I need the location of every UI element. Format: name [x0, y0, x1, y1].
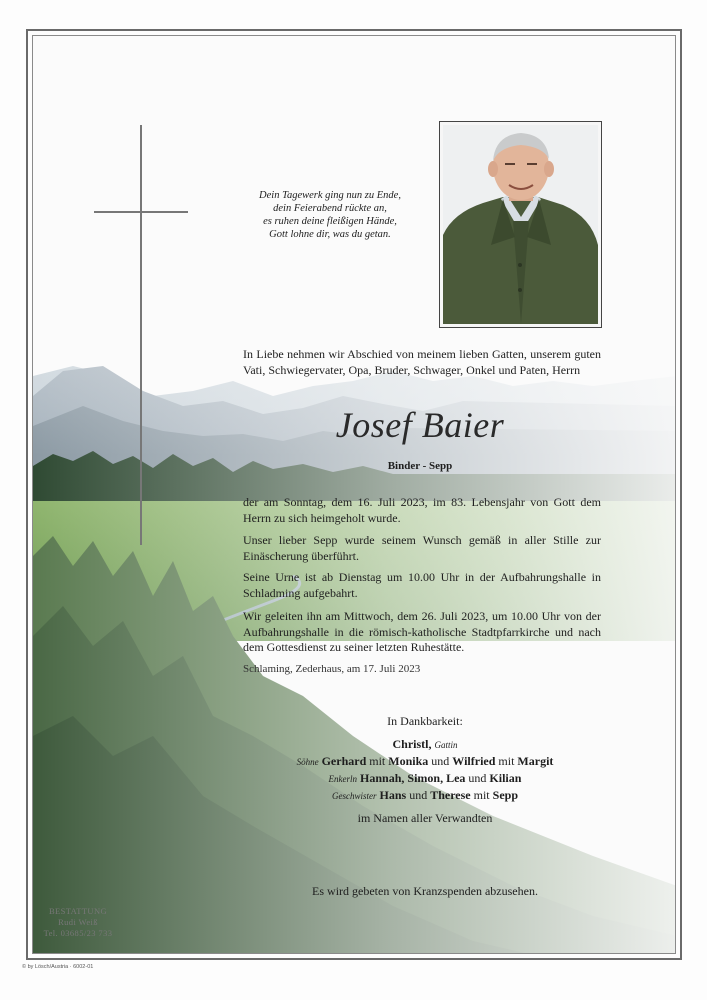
grandchild-name: Kilian — [489, 771, 522, 785]
copyright-notice: © by Lösch/Austria · 6002-01 — [22, 964, 94, 970]
funeral-home-stamp — [38, 906, 118, 939]
son-name: Wilfried — [452, 754, 496, 768]
deceased-name: Josef Baier — [335, 405, 505, 445]
connector-word: und — [431, 754, 450, 768]
sibling-spouse-name: Sepp — [492, 788, 518, 802]
poem-line: Gott lohne dir, was du getan. — [269, 229, 391, 240]
funeral-home-title: BESTATTUNG — [48, 906, 108, 916]
cross-vertical-bar — [140, 125, 142, 545]
urn-viewing-paragraph: Seine Urne ist ab Dienstag um 10.00 Uhr in der Aufbahrungshalle in Schladming aufgebahrt. — [243, 570, 601, 600]
gratitude-title: In Dankbarkeit: — [387, 714, 463, 728]
place-date: Schlaming, Zederhaus, am 17. Juli 2023 — [243, 663, 421, 675]
funeral-service-paragraph: Wir geleiten ihn am Mittwoch, dem 26. Juli 2023, um 10.00 Uhr von der Aufbahrungshalle in die römisch-katholische Stadtpfarrkirche und nach dem Gottesdienst zu seiner letzten Ruhestätte. — [243, 609, 601, 654]
poem-line: Dein Tagewerk ging nun zu Ende, — [259, 190, 401, 201]
death-notice-paragraph: der am Sonntag, dem 16. Juli 2023, im 83. Lebensjahr von Gott dem Herrn zu sich heimgeholt wurde. — [243, 495, 601, 525]
funeral-home-phone: Tel. 03685/23 733 — [43, 928, 113, 938]
grandchildren-label: Enkerln — [328, 774, 358, 784]
mourners-sons — [230, 754, 620, 769]
spouse-name: Monika — [388, 754, 429, 768]
funeral-home-owner: Rudi Weiß — [58, 917, 98, 927]
memorial-poem — [240, 189, 420, 241]
relatives-line: im Namen aller Verwandten — [357, 811, 493, 825]
grandchildren-names: Hannah, Simon, Lea — [360, 771, 466, 785]
poem-line: es ruhen deine fleißigen Hände, — [263, 216, 397, 227]
wife-name: Christl, — [392, 737, 432, 751]
intro-text: In Liebe nehmen wir Abschied von meinem lieben Gatten, unserem guten Vati, Schwiegervater, Opa, Bruder, Schwager, Onkel und Paten, Herrn — [243, 347, 601, 377]
spouse-name: Margit — [517, 754, 554, 768]
connector-word: mit — [369, 754, 386, 768]
connector-word: mit — [498, 754, 515, 768]
connector-word: und — [409, 788, 428, 802]
son-name: Gerhard — [321, 754, 367, 768]
cremation-paragraph: Unser lieber Sepp wurde seinem Wunsch gemäß in aller Stille zur Einäscherung überführt. — [243, 533, 601, 563]
portrait-photo — [439, 121, 602, 328]
sibling-name: Therese — [430, 788, 471, 802]
deceased-nickname: Binder - Sepp — [387, 460, 453, 472]
mourners-wife — [230, 737, 620, 752]
sibling-name: Hans — [379, 788, 407, 802]
cross-horizontal-bar — [94, 211, 188, 213]
wreath-request: Es wird gebeten von Kranzspenden abzusehen. — [312, 884, 538, 898]
poem-line: dein Feierabend rückte an, — [273, 203, 387, 214]
wife-role: Gattin — [434, 740, 458, 750]
portrait-image — [443, 125, 598, 324]
mourners-siblings — [230, 788, 620, 803]
connector-word: mit — [473, 788, 490, 802]
siblings-label: Geschwister — [332, 791, 377, 801]
mourners-grandchildren — [230, 771, 620, 786]
sons-label: Söhne — [296, 757, 319, 767]
connector-word: und — [468, 771, 487, 785]
